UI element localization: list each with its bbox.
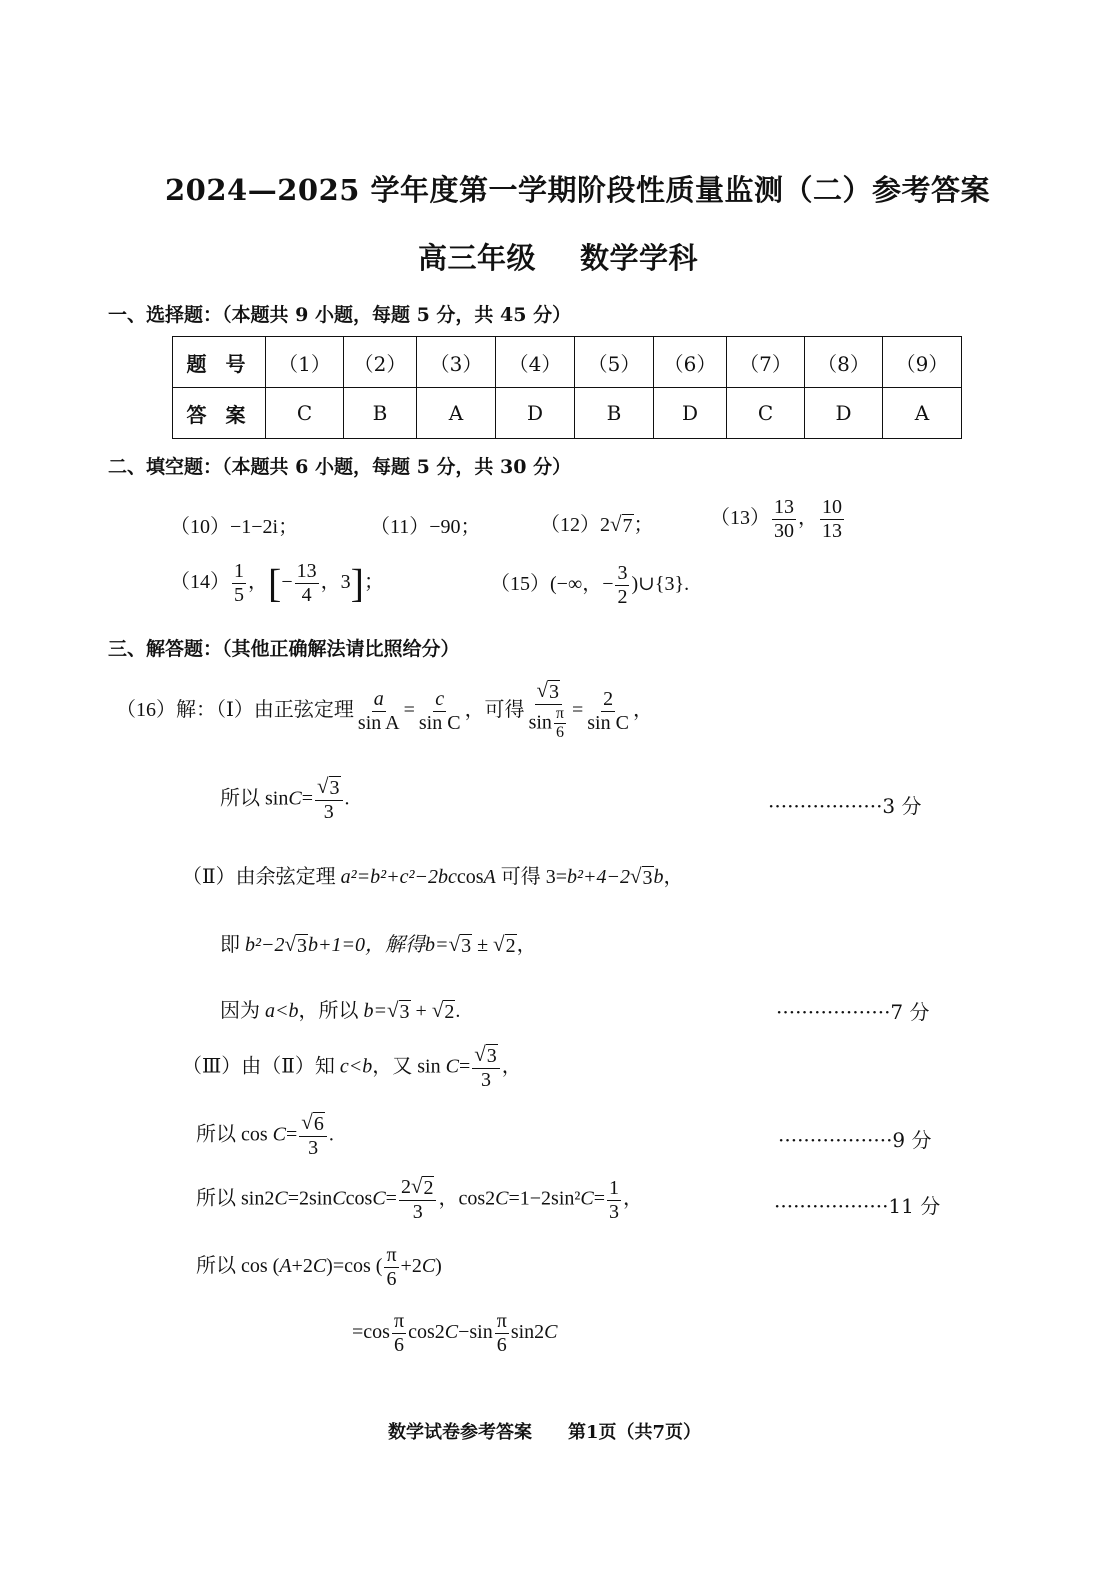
radicand: 3	[549, 681, 560, 703]
fraction	[356, 688, 402, 735]
fraction	[772, 496, 796, 543]
numerator: c	[435, 687, 445, 710]
denominator: 3	[481, 1069, 491, 1091]
q16-line8	[196, 1176, 643, 1224]
var: C	[445, 1055, 459, 1078]
denominator: 2	[617, 586, 628, 608]
text: cos	[345, 1187, 373, 1210]
fraction	[495, 1310, 509, 1357]
var: C	[495, 1187, 509, 1210]
bracket-open: [	[268, 560, 282, 606]
radicand: 3	[297, 935, 308, 957]
radicand: 2	[423, 1177, 434, 1199]
fraction	[585, 688, 631, 735]
footer-left: 数学试卷参考答案	[388, 1422, 532, 1443]
var: C	[421, 1255, 436, 1278]
bracket-close: ]	[350, 560, 364, 606]
answer-14	[170, 560, 384, 607]
fraction	[384, 1244, 398, 1291]
table-cell: （7）	[727, 337, 805, 388]
numerator: 3	[617, 562, 628, 584]
answer-13	[710, 496, 846, 543]
formula: b²+4−2	[567, 866, 630, 888]
table-cell: （6）	[654, 337, 727, 388]
punct: ，	[632, 698, 653, 721]
radicand: 2	[444, 1001, 455, 1023]
denominator: sin C	[418, 711, 461, 734]
sqrt: √ 3	[387, 998, 410, 1023]
table-cell: （2）	[344, 337, 417, 388]
punct: .	[328, 1123, 334, 1146]
table-cell: （9）	[883, 337, 962, 388]
table-cell: D	[654, 388, 727, 439]
text: 所以 sin2	[196, 1187, 275, 1210]
var: C	[372, 1187, 386, 1210]
points-9: ··················9 分	[778, 1128, 932, 1152]
denominator: 6	[394, 1334, 404, 1356]
equals: =	[571, 698, 584, 721]
fraction	[295, 560, 319, 607]
text: ，又 sin	[372, 1055, 441, 1078]
punct: .	[455, 1000, 461, 1022]
denominator: 6	[555, 724, 564, 742]
var: C	[544, 1321, 558, 1344]
fraction	[607, 1177, 621, 1224]
table-cell: （4）	[496, 337, 575, 388]
points-7: ··················7 分	[776, 1000, 930, 1024]
points-11: ··················11 分	[774, 1194, 941, 1218]
table-cell: （5）	[575, 337, 654, 388]
table-cell: C	[266, 388, 344, 439]
text: （Ⅲ）由（Ⅱ）知	[182, 1055, 335, 1078]
denominator: 6	[496, 1334, 507, 1356]
var: C	[332, 1187, 346, 1210]
sqrt: √ 7	[610, 512, 633, 537]
section1-heading: 一、选择题：	[108, 304, 223, 326]
minus: −	[281, 571, 293, 594]
text: sin2	[510, 1321, 545, 1344]
answer-15-label: （15）(−∞，−	[490, 573, 614, 596]
sqrt: √ 3	[536, 678, 560, 703]
var: A	[483, 866, 496, 888]
text: ，所以	[298, 1000, 359, 1022]
denominator: 5	[234, 584, 244, 606]
footer-page: 第1页（共7页）	[568, 1422, 702, 1443]
denominator: 30	[774, 520, 794, 542]
equals: =	[286, 1123, 298, 1146]
table-row-numbers	[173, 337, 962, 388]
denominator	[527, 705, 570, 743]
fraction	[417, 688, 463, 735]
fraction	[232, 560, 246, 607]
table-cell: （8）	[805, 337, 883, 388]
fraction	[820, 496, 844, 543]
radicand: 3	[461, 935, 472, 957]
q16-line7	[196, 1112, 334, 1160]
fraction	[527, 680, 570, 743]
punct: ；	[633, 514, 654, 536]
section1-heading-row	[108, 300, 571, 327]
table-cell: D	[496, 388, 575, 439]
interval-end: ，3	[320, 571, 351, 594]
coef: 2	[400, 1176, 411, 1198]
section3-note: （其他正确解法请比照给分）	[222, 638, 460, 660]
table-cell: A	[883, 388, 962, 439]
numerator: 13	[774, 496, 794, 518]
q16-line10	[352, 1310, 558, 1357]
text: =cos	[352, 1321, 390, 1344]
denominator: 3	[609, 1200, 620, 1223]
text: =1−2sin²	[508, 1187, 581, 1210]
var: C	[312, 1255, 327, 1278]
numerator	[535, 680, 563, 705]
q16-part1	[116, 680, 653, 743]
q16-line9	[196, 1244, 442, 1291]
page-title: 2024—2025 学年度第一学期阶段性质量监测（二）参考答案	[165, 173, 991, 207]
numerator	[299, 1112, 327, 1137]
numerator: π	[496, 1310, 507, 1332]
var: b	[653, 866, 664, 888]
answer-12	[540, 508, 654, 538]
q16-line5	[220, 994, 460, 1024]
numerator: π	[554, 705, 566, 724]
sin: sin	[528, 711, 552, 734]
section3-heading-row	[108, 634, 460, 661]
sqrt: √ 2	[410, 1174, 434, 1199]
numerator: π	[393, 1310, 405, 1332]
fraction	[392, 1310, 406, 1357]
punct: ，	[516, 934, 537, 956]
answer-table	[172, 336, 962, 439]
text: +2	[400, 1255, 422, 1278]
text: +2	[291, 1255, 313, 1278]
equals: =	[593, 1187, 606, 1210]
text: cos2	[408, 1321, 445, 1344]
numerator: 13	[296, 560, 317, 582]
answer-11: （11）−90；	[370, 516, 481, 538]
denominator: 3	[308, 1137, 319, 1159]
sqrt: √ 2	[431, 998, 455, 1023]
text: 所以 cos	[196, 1123, 268, 1146]
punct: .	[344, 787, 350, 810]
radicand: 3	[486, 1045, 497, 1067]
equals: =	[385, 1187, 397, 1210]
table-cell: D	[805, 388, 883, 439]
text: 可得 3=	[500, 866, 567, 888]
section3-heading: 三、解答题：	[108, 638, 223, 660]
text: ，可得	[464, 698, 525, 721]
punct: ，	[501, 1055, 522, 1078]
numerator	[472, 1044, 500, 1069]
equals: =	[301, 787, 313, 810]
numerator: 10	[822, 496, 842, 518]
formula: a<b	[265, 1000, 299, 1022]
denominator: sin C	[587, 711, 629, 734]
fraction	[472, 1044, 500, 1092]
var: A	[279, 1255, 292, 1278]
punct: ，	[248, 571, 268, 594]
punct: ，	[663, 866, 684, 888]
formula: b=	[425, 934, 449, 956]
section2-heading: 二、填空题：	[108, 456, 223, 478]
var: C	[580, 1187, 594, 1210]
punct: ，	[798, 507, 818, 530]
denominator: 3	[323, 801, 334, 823]
var: C	[274, 1187, 288, 1210]
table-cell: B	[344, 388, 417, 439]
numerator: 1	[609, 1176, 620, 1199]
numerator: 1	[234, 560, 244, 582]
answer-14-label: （14）	[170, 571, 230, 594]
fraction	[315, 776, 343, 824]
plus-minus: ±	[477, 934, 489, 956]
answer-15	[490, 562, 689, 609]
section2-heading-row	[108, 452, 571, 479]
answer-12-label: （12）2	[540, 514, 610, 536]
points-3: ··················3 分	[768, 794, 922, 818]
sqrt: √ 3	[284, 932, 308, 957]
formula: b=	[363, 1000, 387, 1022]
table-cell: （1）	[266, 337, 344, 388]
section2-note: （本题共 6 小题，每题 5 分，共 30 分）	[222, 456, 572, 478]
fraction	[615, 562, 629, 609]
text: 所以 cos (	[196, 1255, 280, 1278]
denominator: 3	[412, 1201, 423, 1223]
numerator	[315, 776, 343, 801]
sqrt: √ 3	[448, 932, 472, 957]
formula: c<b	[339, 1055, 373, 1078]
formula: a²=b²+c²−2bc	[340, 866, 457, 888]
equals: =	[458, 1055, 471, 1078]
sqrt: √ 3	[316, 774, 340, 799]
fraction	[299, 1112, 327, 1160]
sqrt: √ 3	[630, 864, 653, 889]
q16-line4	[220, 928, 537, 958]
radicand: 2	[505, 935, 516, 957]
text: （Ⅱ）由余弦定理	[182, 866, 336, 888]
table-cell: C	[727, 388, 805, 439]
q16-part2	[182, 860, 684, 890]
var: C	[288, 787, 302, 810]
row-label-answer: 答 案	[173, 388, 266, 439]
text: =2sin	[287, 1187, 333, 1210]
radicand: 3	[329, 777, 340, 799]
text: cos	[456, 866, 484, 888]
numerator: 2	[603, 687, 614, 710]
text: 因为	[220, 1000, 260, 1022]
text: ，cos2	[438, 1187, 496, 1210]
answer-13-label: （13）	[710, 507, 770, 530]
sqrt: √ 6	[301, 1110, 324, 1135]
table-row-answers	[173, 388, 962, 439]
radicand: 6	[313, 1113, 324, 1135]
punct: ，	[623, 1187, 644, 1210]
q16-line2	[220, 776, 350, 824]
denominator: sin A	[357, 711, 400, 734]
text: 即	[220, 934, 240, 956]
formula: b+1=0，解得	[308, 934, 426, 956]
numerator: π	[386, 1244, 397, 1266]
table-cell: （3）	[417, 337, 496, 388]
punct: ；	[363, 571, 384, 594]
formula: b²−2	[245, 934, 285, 956]
sqrt: √ 2	[493, 932, 516, 957]
subject-label: 数学学科	[580, 241, 699, 275]
grade-label: 高三年级	[418, 241, 537, 275]
q16-part3	[182, 1044, 522, 1092]
radicand: 3	[399, 1001, 410, 1023]
table-cell: A	[417, 388, 496, 439]
answer-15-end: )∪{3}.	[631, 573, 690, 596]
text: )	[435, 1255, 442, 1278]
answer-10: （10）−1−2i；	[170, 516, 299, 538]
denominator: 13	[822, 520, 842, 542]
denominator: 4	[301, 584, 312, 606]
table-cell: B	[575, 388, 654, 439]
numerator	[399, 1176, 437, 1201]
plus: +	[415, 1000, 427, 1022]
row-label-number: 题 号	[173, 337, 266, 388]
text: 所以 sin	[220, 787, 289, 810]
radicand: 7	[622, 515, 633, 537]
text: −sin	[458, 1321, 493, 1344]
fraction	[554, 705, 566, 743]
section1-note: （本题共 9 小题，每题 5 分，共 45 分）	[222, 304, 572, 326]
q16-label: （16）解：（Ⅰ）由正弦定理	[116, 698, 354, 721]
fraction	[399, 1176, 437, 1224]
var: C	[444, 1321, 459, 1344]
numerator: a	[373, 687, 384, 710]
var: C	[272, 1123, 287, 1146]
sqrt: √ 3	[474, 1042, 497, 1067]
denominator: 6	[386, 1268, 397, 1290]
text: )=cos (	[326, 1255, 383, 1278]
equals: =	[403, 698, 415, 721]
radicand: 3	[642, 867, 653, 889]
